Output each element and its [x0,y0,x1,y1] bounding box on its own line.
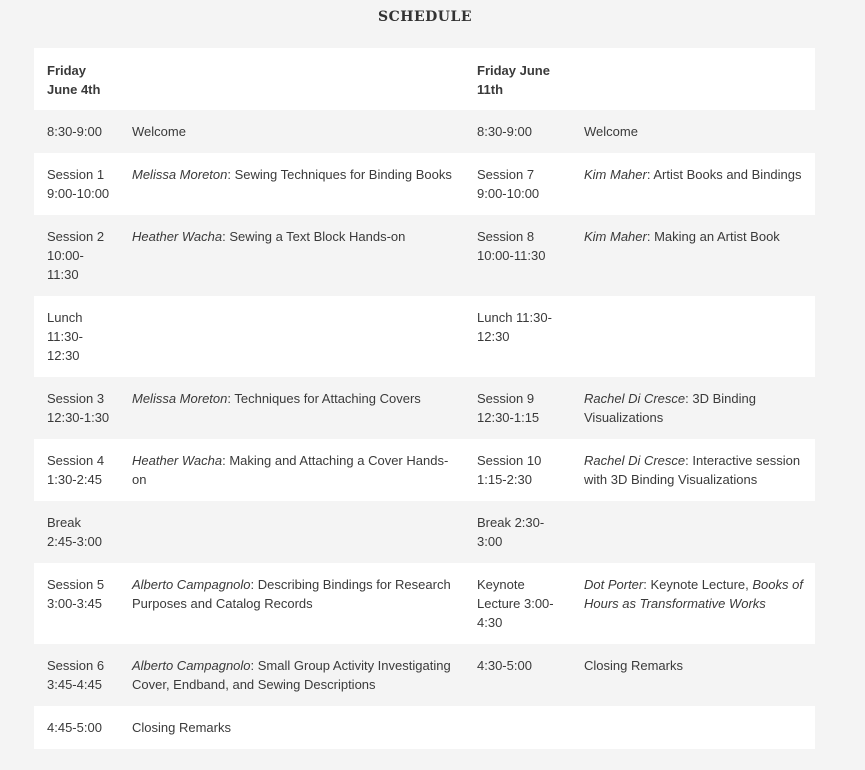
speaker-name: Rachel Di Cresce [584,391,686,406]
day1-time: 4:45-5:00 [34,706,119,749]
table-row [34,377,815,439]
header-row [34,48,815,110]
table-row [34,153,815,215]
day1-session [119,215,464,296]
day2-session [571,563,815,644]
day2-session [571,296,815,377]
day2-session [571,439,815,501]
day2-session [571,110,815,153]
spacer-cell [119,48,464,110]
day2-time: Lunch 11:30-12:30 [464,296,571,377]
day2-session [571,501,815,563]
speaker-name: Rachel Di Cresce [584,453,686,468]
day1-time: 8:30-9:00 [34,110,119,153]
speaker-name: Kim Maher [584,167,647,182]
speaker-name: Heather Wacha [132,453,223,468]
day1-time: Lunch 11:30-12:30 [34,296,119,377]
table-row [34,706,815,749]
session-title: : 3D Binding Visualizations [584,391,756,425]
table-row [34,439,815,501]
speaker-name: Heather Wacha [132,229,223,244]
day2-time: 4:30-5:00 [464,644,571,706]
table-row [34,501,815,563]
day1-heading: Friday June 4th [34,48,119,110]
schedule-table [34,48,815,749]
session-title: : Small Group Activity Investigating Cover, Endband, and Sewing Descriptions [132,658,451,692]
speaker-name: Melissa Moreton [132,167,228,182]
speaker-name: Dot Porter [584,577,644,592]
day2-time [464,706,571,749]
session-title: : Sewing Techniques for Binding Books [227,167,452,182]
day1-time: Session 4 1:30-2:45 [34,439,119,501]
day2-session [571,706,815,749]
session-title: : Sewing a Text Block Hands-on [222,229,406,244]
day2-session [571,644,815,706]
session-title: : Interactive session with 3D Binding Visualizations [584,453,801,487]
table-row [34,110,815,153]
day1-time: Session 3 12:30-1:30 [34,377,119,439]
day1-session [119,563,464,644]
day2-time: Session 10 1:15-2:30 [464,439,571,501]
spacer-cell [571,48,815,110]
session-title: : Techniques for Attaching Covers [227,391,421,406]
day1-session [119,377,464,439]
day2-session [571,377,815,439]
speaker-name: Melissa Moreton [132,391,228,406]
session-title: : Keynote Lecture, [643,577,753,592]
day1-session [119,110,464,153]
speaker-name: Alberto Campagnolo [132,658,251,673]
session-title: : Artist Books and Bindings [646,167,802,182]
page-title: SCHEDULE [377,9,472,25]
session-title: Welcome [584,124,638,139]
table-row [34,644,815,706]
day2-time: Break 2:30-3:00 [464,501,571,563]
session-title: Welcome [132,124,186,139]
day1-time: Session 5 3:00-3:45 [34,563,119,644]
speaker-name: Alberto Campagnolo [132,577,251,592]
session-title: : Describing Bindings for Research Purposes and Catalog Records [132,577,451,611]
table-row [34,563,815,644]
day1-time: Break 2:45-3:00 [34,501,119,563]
day1-session [119,296,464,377]
day2-time: Keynote Lecture 3:00-4:30 [464,563,571,644]
day2-time: Session 9 12:30-1:15 [464,377,571,439]
day1-time: Session 1 9:00-10:00 [34,153,119,215]
day1-session [119,501,464,563]
day1-session [119,153,464,215]
session-title: Closing Remarks [584,658,683,673]
session-title: : Making an Artist Book [646,229,780,244]
day2-time: Session 8 10:00-11:30 [464,215,571,296]
speaker-name: Kim Maher [584,229,647,244]
day2-time: 8:30-9:00 [464,110,571,153]
day1-time: Session 2 10:00-11:30 [34,215,119,296]
day1-time: Session 6 3:45-4:45 [34,644,119,706]
table-row [34,296,815,377]
day2-time: Session 7 9:00-10:00 [464,153,571,215]
day1-session [119,706,464,749]
day2-session [571,153,815,215]
session-title: : Making and Attaching a Cover Hands-on [132,453,449,487]
day2-session [571,215,815,296]
table-row [34,215,815,296]
day2-heading: Friday June 11th [464,48,571,110]
day1-session [119,644,464,706]
session-title: Closing Remarks [132,720,231,735]
lecture-title: Books of Hours as Transformative Works [584,577,803,611]
day1-session [119,439,464,501]
